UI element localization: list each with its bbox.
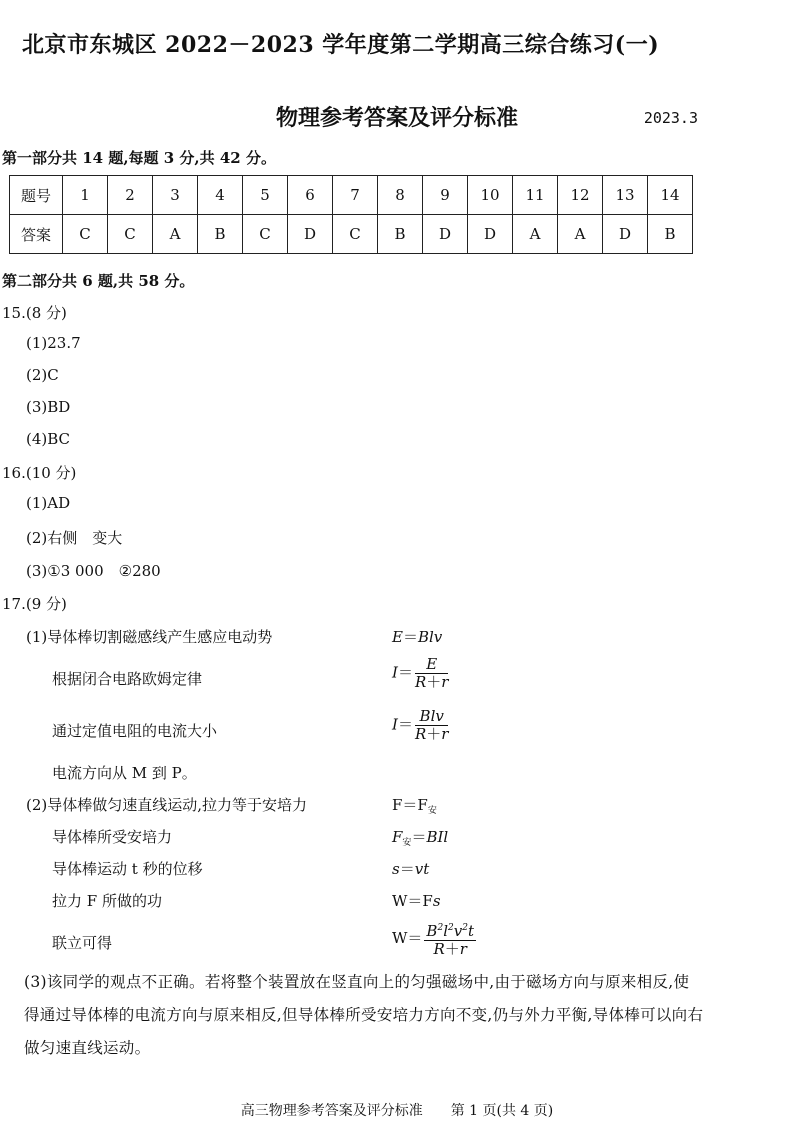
answer-cell: A	[513, 215, 558, 254]
table-row-answers	[10, 215, 693, 254]
q17-p1-line1: (1)导体棒切割磁感线产生感应电动势	[26, 628, 273, 646]
q16-answer-1: (1)AD	[26, 494, 71, 512]
q17-p1-line4: 电流方向从 M 到 P。	[52, 764, 197, 782]
equation-work-result: W＝ $\frac{B^2l^2v^2t}{R+r}$	[392, 922, 474, 958]
q15-title: 15.(8 分)	[2, 304, 67, 322]
question-number: 7	[333, 176, 378, 215]
answer-cell: B	[648, 215, 693, 254]
equation-ohm-law: I＝ $\frac{E}{R+r}$	[392, 655, 449, 691]
question-number: 9	[423, 176, 468, 215]
q15-answer-2: (2)C	[26, 366, 59, 384]
q16-title: 16.(10 分)	[2, 464, 77, 482]
subscript-an: 安	[402, 838, 412, 848]
q17-p2-line2: 导体棒所受安培力	[52, 828, 173, 846]
equation-current: I＝ $\frac{\text{Blv}}{R+r}$	[392, 707, 449, 743]
question-number: 3	[153, 176, 198, 215]
subscript-an: 安	[427, 806, 437, 816]
answer-cell: C	[108, 215, 153, 254]
q16-answer-2: (2)右侧 变大	[26, 529, 123, 547]
answer-cell: D	[468, 215, 513, 254]
equation-displacement: s＝vt	[392, 860, 430, 878]
q17-p1-line2: 根据闭合电路欧姆定律	[52, 670, 203, 688]
answer-table	[9, 175, 693, 254]
question-number: 10	[468, 176, 513, 215]
q17-p1-line3: 通过定值电阻的电流大小	[52, 722, 218, 740]
q17-p2-line4: 拉力 F 所做的功	[52, 892, 162, 910]
q17-p3-paragraph: (3)该同学的观点不正确。若将整个装置放在竖直向上的匀强磁场中,由于磁场方向与原来相反,使得通过导体棒的电流方向与原来相反,但导体棒所受安培力方向不变,仍与外力平衡,导体棒可以向右做匀速直线运动。	[24, 973, 704, 1057]
document-title: 北京市东城区 2022－2023 学年度第二学期高三综合练习(一)	[22, 32, 660, 58]
question-number: 8	[378, 176, 423, 215]
equation-work: W＝Fs	[392, 892, 441, 910]
question-number: 14	[648, 176, 693, 215]
question-number: 12	[558, 176, 603, 215]
answer-cell: D	[288, 215, 333, 254]
q15-answer-1: (1)23.7	[26, 334, 81, 352]
answer-cell: C	[243, 215, 288, 254]
equation-ampere-force: $F_安=BIl$	[392, 828, 449, 848]
answer-cell: B	[378, 215, 423, 254]
answer-cell: B	[198, 215, 243, 254]
question-number: 11	[513, 176, 558, 215]
q17-p2-line3: 导体棒运动 t 秒的位移	[52, 860, 203, 878]
question-number: 2	[108, 176, 153, 215]
document-subtitle: 物理参考答案及评分标准	[275, 105, 518, 131]
answer-cell: D	[603, 215, 648, 254]
question-number: 4	[198, 176, 243, 215]
q15-answer-3: (3)BD	[26, 398, 71, 416]
question-number: 5	[243, 176, 288, 215]
question-number: 1	[63, 176, 108, 215]
answer-cell: A	[153, 215, 198, 254]
document-date: 2023.3	[643, 109, 698, 127]
question-number: 6	[288, 176, 333, 215]
row-label-answer: 答案	[10, 215, 63, 254]
equation-emf: E＝Blv	[392, 628, 443, 646]
q17-title: 17.(9 分)	[2, 595, 67, 613]
answer-cell: D	[423, 215, 468, 254]
part2-heading: 第二部分共 6 题,共 58 分。	[2, 272, 195, 290]
part1-heading: 第一部分共 14 题,每题 3 分,共 42 分。	[2, 149, 276, 167]
q16-answer-3: (3)①3 000 ②280	[26, 562, 161, 580]
answer-cell: A	[558, 215, 603, 254]
answer-cell: C	[63, 215, 108, 254]
page-footer: 高三物理参考答案及评分标准 第 1 页(共 4 页)	[240, 1103, 554, 1119]
question-number: 13	[603, 176, 648, 215]
answer-cell: C	[333, 215, 378, 254]
row-label-number: 题号	[10, 176, 63, 215]
q17-p2-line5: 联立可得	[52, 934, 113, 952]
equation-force-balance: $F=F_安$	[392, 796, 437, 816]
table-row-numbers	[10, 176, 693, 215]
q17-p2-line1: (2)导体棒做匀速直线运动,拉力等于安培力	[26, 796, 308, 814]
q15-answer-4: (4)BC	[26, 430, 71, 448]
